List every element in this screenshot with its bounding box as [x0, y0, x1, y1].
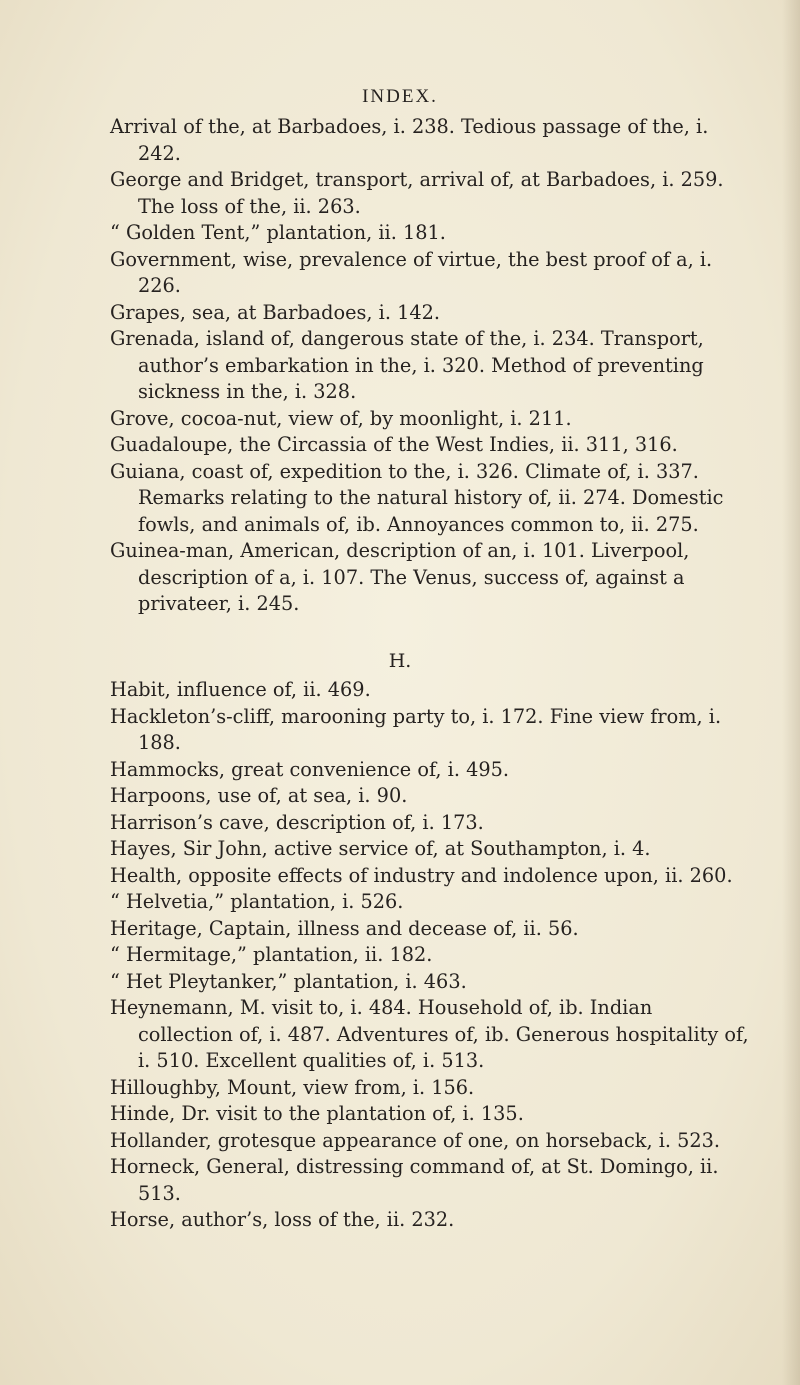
index-entry: Harpoons, use of, at sea, i. 90.	[110, 784, 408, 807]
index-entry: Guiana, coast of, expedition to the, i. 326. Climate of, i. 337. Remarks relating to the natural history of, ii. 274. Domestic fowls, and animals of, ib. Annoyances common to, ii. 275.	[110, 459, 724, 536]
index-entry: George and Bridget, transport, arrival of, at Barbadoes, i. 259. The loss of the, ii. 263.	[110, 168, 724, 218]
index-entry: “ Het Pleytanker,” plantation, i. 463.	[110, 969, 467, 993]
index-entry: Grove, cocoa-nut, view of, by moonlight, i. 211.	[110, 406, 572, 430]
index-entry: Habit, influence of, ii. 469.	[110, 678, 371, 701]
index-section-h	[110, 677, 750, 1234]
index-entry: “ Golden Tent,” plantation, ii. 181.	[110, 221, 446, 244]
index-entry: “ Hermitage,” plantation, ii. 182.	[110, 943, 433, 966]
index-entry: Grapes, sea, at Barbadoes, i. 142.	[110, 300, 441, 324]
index-entry: Guadaloupe, the Circassia of the West Indies, ii. 311, 316.	[110, 433, 678, 456]
index-entry: Health, opposite effects of industry and indolence upon, ii. 260.	[110, 863, 733, 887]
index-entry: Grenada, island of, dangerous state of the, i. 234. Transport, author’s embarkation in the, i. 320. Method of preventing sickness in the, i. 328.	[110, 327, 704, 403]
page-edge-shadow	[782, 0, 800, 1385]
index-entry: Heynemann, M. visit to, i. 484. Household of, ib. Indian collection of, i. 487. Adventures of, ib. Generous hospitality of, i. 510. Excellent qualities of, i. 513.	[110, 996, 749, 1072]
index-entry: Hayes, Sir John, active service of, at Southampton, i. 4.	[110, 837, 651, 860]
index-entry: Guinea-man, American, description of an, i. 101. Liverpool, description of a, i. 107. The Venus, success of, against a privateer, i. 245.	[110, 539, 690, 615]
index-entry: Arrival of the, at Barbadoes, i. 238. Tedious passage of the, i. 242.	[110, 115, 709, 165]
index-entry: Horneck, General, distressing command of, at St. Domingo, ii. 513.	[110, 1155, 719, 1205]
index-section-g	[110, 114, 750, 618]
index-entry: Horse, author’s, loss of the, ii. 232.	[110, 1208, 455, 1231]
index-entry: Hollander, grotesque appearance of one, on horseback, i. 523.	[110, 1128, 721, 1152]
index-entry: Hackleton’s-cliff, marooning party to, i. 172. Fine view from, i. 188.	[110, 704, 722, 754]
index-entry: Hammocks, great convenience of, i. 495.	[110, 757, 510, 781]
page-header: INDEX.	[362, 86, 438, 107]
index-entry: Harrison’s cave, description of, i. 173.	[110, 810, 484, 834]
index-entry: Hilloughby, Mount, view from, i. 156.	[110, 1075, 475, 1099]
section-letter: H.	[388, 650, 412, 672]
index-entry: Heritage, Captain, illness and decease of, ii. 56.	[110, 916, 579, 940]
index-entry: Government, wise, prevalence of virtue, the best proof of a, i. 226.	[110, 247, 713, 297]
index-entry: “ Helvetia,” plantation, i. 526.	[110, 890, 404, 913]
index-entry: Hinde, Dr. visit to the plantation of, i. 135.	[110, 1102, 524, 1125]
